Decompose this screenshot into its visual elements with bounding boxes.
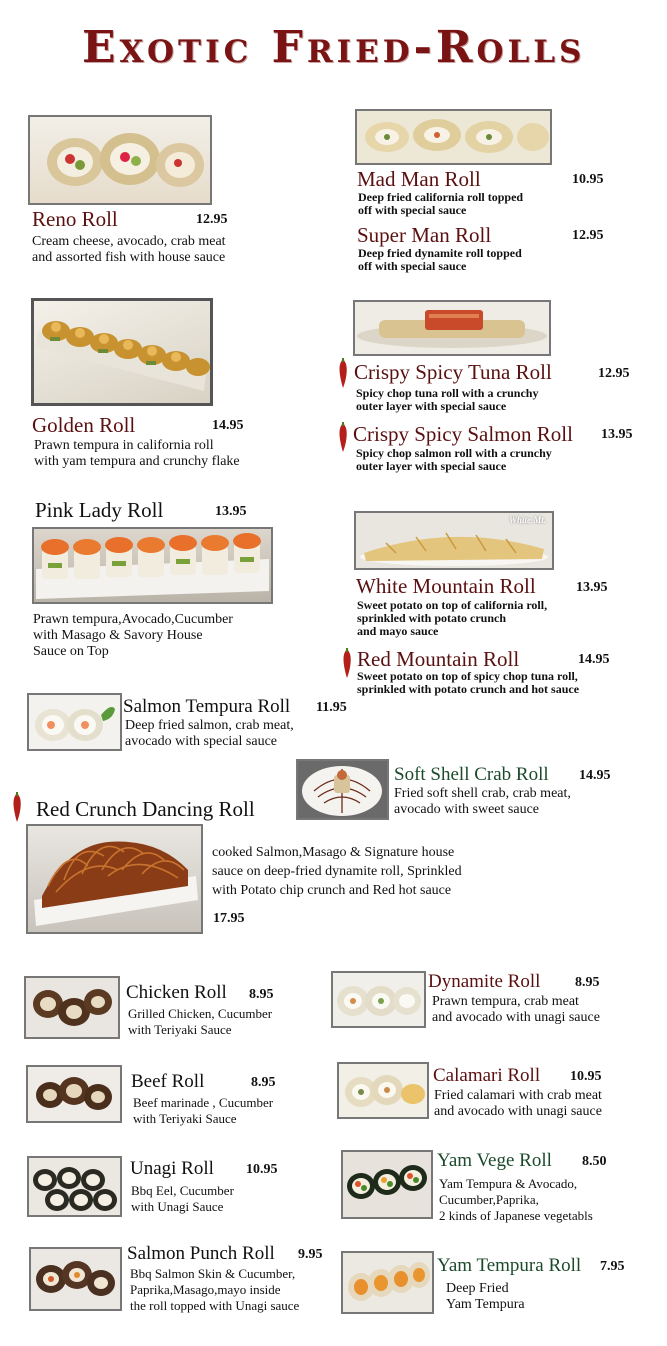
mad-man-roll-desc: Deep fried california roll topped off with special sauce <box>358 190 524 217</box>
chicken-roll-photo <box>24 976 120 1039</box>
dynamite-roll-name: Dynamite Roll <box>428 971 541 992</box>
reno-roll-price: 12.95 <box>196 212 228 227</box>
crispy-spicy-salmon-roll-price: 13.95 <box>601 427 633 442</box>
chicken-roll-name: Chicken Roll <box>126 982 227 1003</box>
mad-man-roll-photo <box>355 109 552 165</box>
salmon-tempura-roll-name: Salmon Tempura Roll <box>123 696 291 717</box>
mad-man-roll-name: Mad Man Roll <box>357 167 481 191</box>
white-mountain-roll-name: White Mountain Roll <box>356 574 536 598</box>
salmon-tempura-roll-photo <box>27 693 122 751</box>
spicy-pepper-icon <box>338 422 348 452</box>
yam-vege-roll-name: Yam Vege Roll <box>437 1150 552 1171</box>
reno-roll-photo <box>28 115 212 205</box>
red-crunch-dancing-roll-photo <box>26 824 203 934</box>
yam-vege-roll-desc: Yam Tempura & Avocado, Cucumber,Paprika, 2 kinds of Japanese vegetabls <box>439 1176 593 1223</box>
red-crunch-dancing-roll-price: 17.95 <box>213 911 245 926</box>
yam-tempura-roll-desc: Deep Fried Yam Tempura <box>446 1281 525 1312</box>
red-mountain-roll-name: Red Mountain Roll <box>357 647 520 671</box>
yam-vege-roll-price: 8.50 <box>582 1154 607 1169</box>
soft-shell-crab-roll-desc: Fried soft shell crab, crab meat, avocado with sweet sauce <box>394 786 571 817</box>
salmon-punch-roll-photo <box>29 1247 122 1311</box>
golden-roll-name: Golden Roll <box>32 413 136 437</box>
crispy-spicy-tuna-roll-name: Crispy Spicy Tuna Roll <box>354 360 552 384</box>
beef-roll-name: Beef Roll <box>131 1071 205 1092</box>
red-mountain-roll-desc: Sweet potato on top of spicy chop tuna roll, sprinkled with potato crunch and hot sauce <box>357 669 580 696</box>
soft-shell-crab-roll-photo <box>296 759 389 820</box>
pink-lady-roll-price: 13.95 <box>215 504 247 519</box>
pink-lady-roll-name: Pink Lady Roll <box>35 498 164 522</box>
golden-roll-photo <box>31 298 213 406</box>
salmon-punch-roll-desc: Bbq Salmon Skin & Cucumber, Paprika,Masago,mayo inside the roll topped with Unagi sauce <box>130 1266 300 1313</box>
salmon-tempura-roll-price: 11.95 <box>316 700 347 715</box>
chicken-roll-price: 8.95 <box>249 987 274 1002</box>
beef-roll-price: 8.95 <box>251 1075 276 1090</box>
pink-lady-roll-desc: Prawn tempura,Avocado,Cucumber with Masago & Savory House Sauce on Top <box>33 612 233 659</box>
calamari-roll-price: 10.95 <box>570 1069 602 1084</box>
mad-man-roll-price: 10.95 <box>572 172 604 187</box>
unagi-roll-desc: Bbq Eel, Cucumber with Unagi Sauce <box>131 1183 234 1214</box>
white-mountain-photo-label: White Mt. <box>508 515 546 525</box>
calamari-roll-name: Calamari Roll <box>433 1065 541 1086</box>
calamari-roll-desc: Fried calamari with crab meat and avocado with unagi sauce <box>434 1088 602 1119</box>
spicy-pepper-icon <box>342 648 352 678</box>
reno-roll-desc: Cream cheese, avocado, crab meat and assorted fish with house sauce <box>32 234 226 265</box>
crispy-spicy-tuna-roll-price: 12.95 <box>598 366 630 381</box>
red-crunch-dancing-roll-desc: cooked Salmon,Masago & Signature house sauce on deep-fried dynamite roll, Sprinkled with Potato chip crunch and Red hot sauce <box>212 845 462 898</box>
page-title: Exotic Fried-Rolls <box>82 22 586 73</box>
crispy-spicy-tuna-roll-desc: Spicy chop tuna roll with a crunchy outer layer with special sauce <box>356 386 539 413</box>
yam-tempura-roll-name: Yam Tempura Roll <box>437 1255 582 1276</box>
reno-roll-name: Reno Roll <box>32 207 118 231</box>
unagi-roll-price: 10.95 <box>246 1162 278 1177</box>
yam-tempura-roll-price: 7.95 <box>600 1259 625 1274</box>
salmon-punch-roll-price: 9.95 <box>298 1247 323 1262</box>
yam-vege-roll-photo <box>341 1150 433 1219</box>
spicy-pepper-icon <box>338 358 348 388</box>
super-man-roll-price: 12.95 <box>572 228 604 243</box>
red-crunch-dancing-roll-name: Red Crunch Dancing Roll <box>36 797 255 821</box>
golden-roll-desc: Prawn tempura in california roll with yam tempura and crunchy flake <box>34 438 240 469</box>
salmon-tempura-roll-desc: Deep fried salmon, crab meat, avocado with special sauce <box>125 718 294 749</box>
unagi-roll-name: Unagi Roll <box>130 1158 214 1179</box>
super-man-roll-desc: Deep fried dynamite roll topped off with special sauce <box>358 246 522 273</box>
white-mountain-roll-desc: Sweet potato on top of california roll, sprinkled with potato crunch and mayo sauce <box>357 598 548 638</box>
calamari-roll-photo <box>337 1062 429 1119</box>
salmon-punch-roll-name: Salmon Punch Roll <box>127 1243 275 1264</box>
soft-shell-crab-roll-price: 14.95 <box>579 768 611 783</box>
white-mountain-roll-photo <box>354 511 554 570</box>
chicken-roll-desc: Grilled Chicken, Cucumber with Teriyaki Sauce <box>128 1006 273 1037</box>
crispy-spicy-salmon-roll-name: Crispy Spicy Salmon Roll <box>353 422 573 446</box>
red-mountain-roll-price: 14.95 <box>578 652 610 667</box>
white-mountain-roll-price: 13.95 <box>576 580 608 595</box>
dynamite-roll-price: 8.95 <box>575 975 600 990</box>
unagi-roll-photo <box>27 1156 122 1217</box>
super-man-roll-name: Super Man Roll <box>357 223 492 247</box>
beef-roll-desc: Beef marinade , Cucumber with Teriyaki Sauce <box>133 1095 274 1126</box>
dynamite-roll-desc: Prawn tempura, crab meat and avocado with unagi sauce <box>432 994 600 1025</box>
soft-shell-crab-roll-name: Soft Shell Crab Roll <box>394 764 549 785</box>
crispy-spicy-salmon-roll-desc: Spicy chop salmon roll with a crunchy outer layer with special sauce <box>356 446 552 473</box>
spicy-pepper-icon <box>12 792 22 822</box>
pink-lady-roll-photo <box>32 527 273 604</box>
golden-roll-price: 14.95 <box>212 418 244 433</box>
yam-tempura-roll-photo <box>341 1251 434 1314</box>
dynamite-roll-photo <box>331 971 426 1028</box>
beef-roll-photo <box>26 1065 122 1123</box>
crispy-spicy-tuna-roll-photo <box>353 300 551 356</box>
